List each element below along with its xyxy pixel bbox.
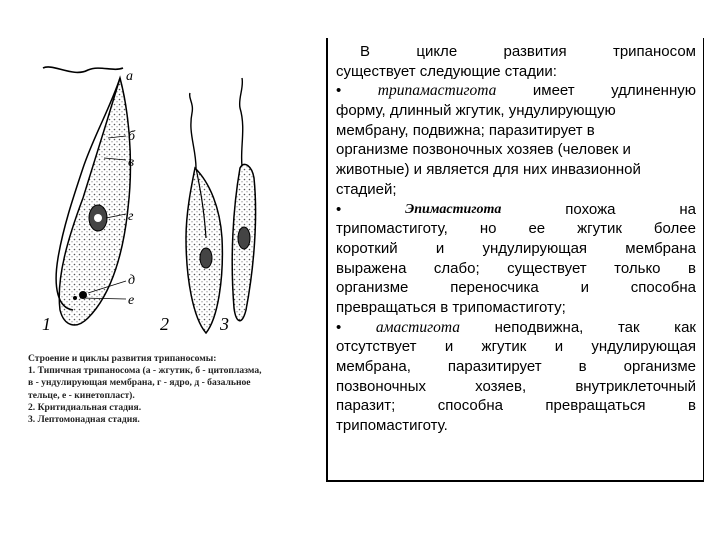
label-2: 2 bbox=[160, 314, 169, 334]
label-b: б bbox=[128, 129, 136, 144]
caption-line: тельце, е - кинетопласт). bbox=[28, 389, 135, 401]
label-a: а bbox=[126, 69, 133, 84]
term-trypomastigote: трипамастигота bbox=[377, 82, 497, 100]
text-line: мембрана, паразитирует в организме bbox=[336, 358, 696, 375]
text-line: трипомастиготу, но ее жгутик более bbox=[336, 220, 696, 238]
text-line-trypomastigote: • трипамастигота имеет удлиненную bbox=[336, 82, 696, 100]
text-line: отсутствует и жгутик и ундулирующая bbox=[336, 338, 696, 356]
text-line: существует следующие стадии: bbox=[336, 62, 557, 80]
caption-line: в - ундулирующая мембрана, г - ядро, д - базальное bbox=[28, 377, 251, 389]
figure-caption bbox=[28, 353, 300, 426]
stages-text bbox=[336, 42, 696, 436]
label-d: д bbox=[128, 273, 136, 288]
text-line: организме позвоночных хозяев (человек и bbox=[336, 141, 631, 159]
term-epimastigote: Эпимастигота bbox=[405, 201, 502, 217]
text-line: короткий и ундулирующая мембрана bbox=[336, 239, 696, 257]
text-line: форму, длинный жгутик, ундулирующую bbox=[336, 102, 616, 120]
label-3: 3 bbox=[220, 314, 229, 334]
text-line-amastigote: • амастигота неподвижна, так как bbox=[336, 318, 696, 336]
text-line: организме переносчика и способна bbox=[336, 279, 696, 297]
text-line: животные) и является для них инвазионной bbox=[336, 161, 641, 179]
label-v: в bbox=[128, 155, 135, 170]
text-line: В цикле развития трипаносом bbox=[360, 43, 696, 60]
caption-line: 1. Типичная трипаносома (а - жгутик, б - цитоплазма, bbox=[28, 365, 262, 377]
text-line: стадией; bbox=[336, 180, 397, 198]
trypanosome-illustration bbox=[28, 48, 273, 348]
cell-1-trypomastigote bbox=[43, 67, 130, 325]
text-line: паразит; способна превращаться в bbox=[336, 397, 696, 415]
text-line: позвоночных хозяев, внутриклеточный bbox=[336, 377, 696, 395]
text-line: превращаться в трипомастиготу; bbox=[336, 298, 566, 316]
text-line: мембрану, подвижна; паразитирует в bbox=[336, 121, 595, 139]
caption-line: 2. Критидиальная стадия. bbox=[28, 401, 142, 413]
text-line: выражена слабо; существует только в bbox=[336, 259, 696, 277]
label-g: г bbox=[128, 209, 134, 224]
label-e: е bbox=[128, 293, 135, 308]
trypanosome-figure bbox=[28, 48, 273, 348]
cell-3-leptomonad bbox=[232, 78, 255, 321]
term-amastigote: амастигота bbox=[375, 318, 461, 336]
caption-line: 3. Лептомонадная стадия. bbox=[28, 414, 140, 426]
label-1: 1 bbox=[42, 314, 51, 334]
text-line: трипомастиготу. bbox=[336, 417, 448, 435]
caption-line: Строение и циклы развития трипаносомы: bbox=[28, 353, 217, 364]
text-line-epimastigote: • Эпимастигота похожа на bbox=[336, 200, 696, 218]
cell-2-crithidial bbox=[186, 93, 222, 333]
